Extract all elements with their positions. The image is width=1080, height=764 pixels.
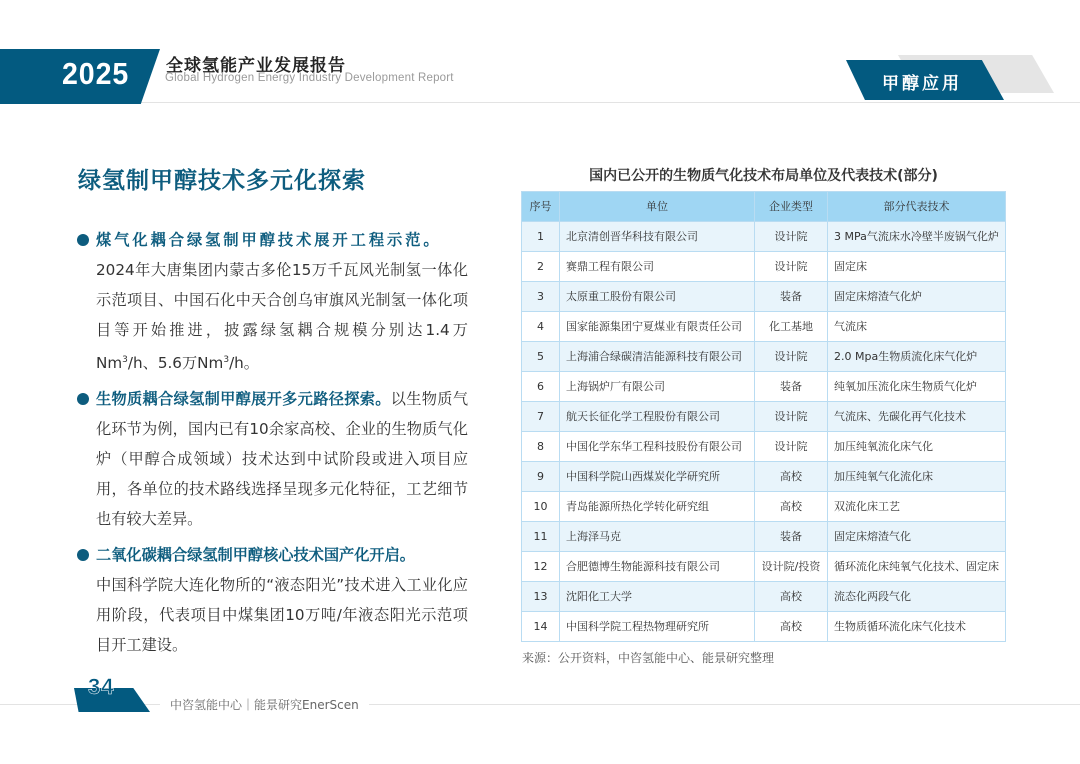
table-row [522,432,1006,462]
cell-tech: 加压纯氧流化床气化 [828,432,1006,462]
cell-type: 高校 [755,612,828,642]
bullet-dot-icon [77,234,89,246]
bullet-lead: 二氧化碳耦合绿氢制甲醇核心技术国产化开启。 [96,546,415,565]
cell-type: 装备 [755,522,828,552]
cell-unit: 沈阳化工大学 [560,582,755,612]
bullet-item [78,540,468,660]
cell-index: 8 [522,432,560,462]
bullet-lead: 煤气化耦合绿氢制甲醇技术展开工程示范。 [96,231,442,249]
col-header-index: 序号 [522,192,560,222]
cell-tech: 流态化两段气化 [828,582,1006,612]
cell-unit: 国家能源集团宁夏煤业有限责任公司 [560,312,755,342]
cell-tech: 气流床、先碳化再气化技术 [828,402,1006,432]
cell-unit: 赛鼎工程有限公司 [560,252,755,282]
header-divider [0,102,1080,103]
cell-unit: 上海浦合绿碳清洁能源科技有限公司 [560,342,755,372]
table-row [522,522,1006,552]
cell-tech: 固定床熔渣气化炉 [828,282,1006,312]
table-row [522,342,1006,372]
cell-unit: 航天长征化学工程股份有限公司 [560,402,755,432]
cell-index: 6 [522,372,560,402]
cell-tech: 2.0 Mpa生物质流化床气化炉 [828,342,1006,372]
bullet-item [78,384,468,534]
bullet-dot-icon [77,393,89,405]
cell-unit: 合肥德博生物能源科技有限公司 [560,552,755,582]
bullet-body-cont: /h、5.6万Nm [127,354,224,373]
cell-type: 高校 [755,582,828,612]
cell-index: 10 [522,492,560,522]
cell-unit: 青岛能源所热化学转化研究组 [560,492,755,522]
cell-index: 5 [522,342,560,372]
cell-type: 设计院/投资 [755,552,828,582]
table-row [522,462,1006,492]
bullet-body: 2024年大唐集团内蒙古多伦15万千瓦风光制氢一体化示范项目、中国石化中天合创乌审旗风光制氢一体化项目等开始推进，披露绿氢耦合规模分别达1.4万Nm [96,261,468,373]
cell-tech: 双流化床工艺 [828,492,1006,522]
cell-unit: 太原重工股份有限公司 [560,282,755,312]
cell-type: 高校 [755,492,828,522]
cell-type: 设计院 [755,402,828,432]
footer-publisher: 中咨氢能中心｜能景研究EnerScen [160,696,369,713]
cell-unit: 北京清创晋华科技有限公司 [560,222,755,252]
cell-unit: 中国科学院工程热物理研究所 [560,612,755,642]
table-row [522,612,1006,642]
table-row [522,372,1006,402]
cell-unit: 中国科学院山西煤炭化学研究所 [560,462,755,492]
cell-tech: 气流床 [828,312,1006,342]
table-row [522,312,1006,342]
bullet-body: 以生物质气化环节为例，国内已有10余家高校、企业的生物质气化炉（甲醇合成领域）技术达到中试阶段或进入项目应用，各单位的技术路线选择呈现多元化特征，工艺细节也有较大差异。 [96,390,469,529]
table-row [522,252,1006,282]
cell-index: 12 [522,552,560,582]
bullet-list [78,225,468,660]
cell-index: 2 [522,252,560,282]
bullet-dot-icon [77,549,89,561]
cell-tech: 加压纯氧气化流化床 [828,462,1006,492]
cell-type: 装备 [755,372,828,402]
bullet-item [78,225,468,378]
cell-unit: 中国化学东华工程科技股份有限公司 [560,432,755,462]
superscript: 3 [223,355,230,365]
cell-index: 1 [522,222,560,252]
col-header-tech: 部分代表技术 [828,192,1006,222]
cell-unit: 上海锅炉厂有限公司 [560,372,755,402]
cell-tech: 生物质循环流化床气化技术 [828,612,1006,642]
biomass-gasification-table [521,191,1006,642]
report-subtitle: Global Hydrogen Energy Industry Development Report [165,72,454,84]
cell-unit: 上海泽马克 [560,522,755,552]
cell-type: 设计院 [755,222,828,252]
table-row [522,402,1006,432]
col-header-type: 企业类型 [755,192,828,222]
cell-tech: 3 MPa气流床水冷壁半废锅气化炉 [828,222,1006,252]
cell-tech: 循环流化床纯氧气化技术、固定床 [828,552,1006,582]
table-source-note: 来源：公开资料，中咨氢能中心、能景研究整理 [522,651,775,665]
col-header-unit: 单位 [560,192,755,222]
report-year: 2025 [62,56,130,91]
cell-index: 4 [522,312,560,342]
bullet-body-end: /h。 [229,354,259,373]
cell-type: 设计院 [755,432,828,462]
table-row [522,282,1006,312]
cell-type: 设计院 [755,252,828,282]
table-header-row [522,192,1006,222]
cell-type: 化工基地 [755,312,828,342]
superscript: 3 [122,355,128,365]
report-title: 全球氢能产业发展报告 [166,56,346,76]
table-row [522,582,1006,612]
cell-index: 14 [522,612,560,642]
table-title: 国内已公开的生物质气化技术布局单位及代表技术(部分) [589,168,938,184]
cell-type: 高校 [755,462,828,492]
cell-index: 11 [522,522,560,552]
cell-type: 装备 [755,282,828,312]
table-row [522,492,1006,522]
cell-index: 3 [522,282,560,312]
page-number: 34 [88,674,115,699]
bullet-body: 中国科学院大连化物所的“液态阳光”技术进入工业化应用阶段，代表项目中煤集团10万吨/年液态阳光示范项目开工建设。 [96,576,468,655]
cell-tech: 固定床 [828,252,1006,282]
cell-tech: 纯氧加压流化床生物质气化炉 [828,372,1006,402]
cell-index: 13 [522,582,560,612]
section-title: 绿氢制甲醇技术多元化探索 [78,168,366,194]
cell-tech: 固定床熔渣气化 [828,522,1006,552]
cell-index: 9 [522,462,560,492]
table-row [522,222,1006,252]
cell-type: 设计院 [755,342,828,372]
chapter-title: 甲醇应用 [882,74,962,94]
cell-index: 7 [522,402,560,432]
bullet-lead: 生物质耦合绿氢制甲醇展开多元路径探索。 [96,390,391,409]
table-row [522,552,1006,582]
